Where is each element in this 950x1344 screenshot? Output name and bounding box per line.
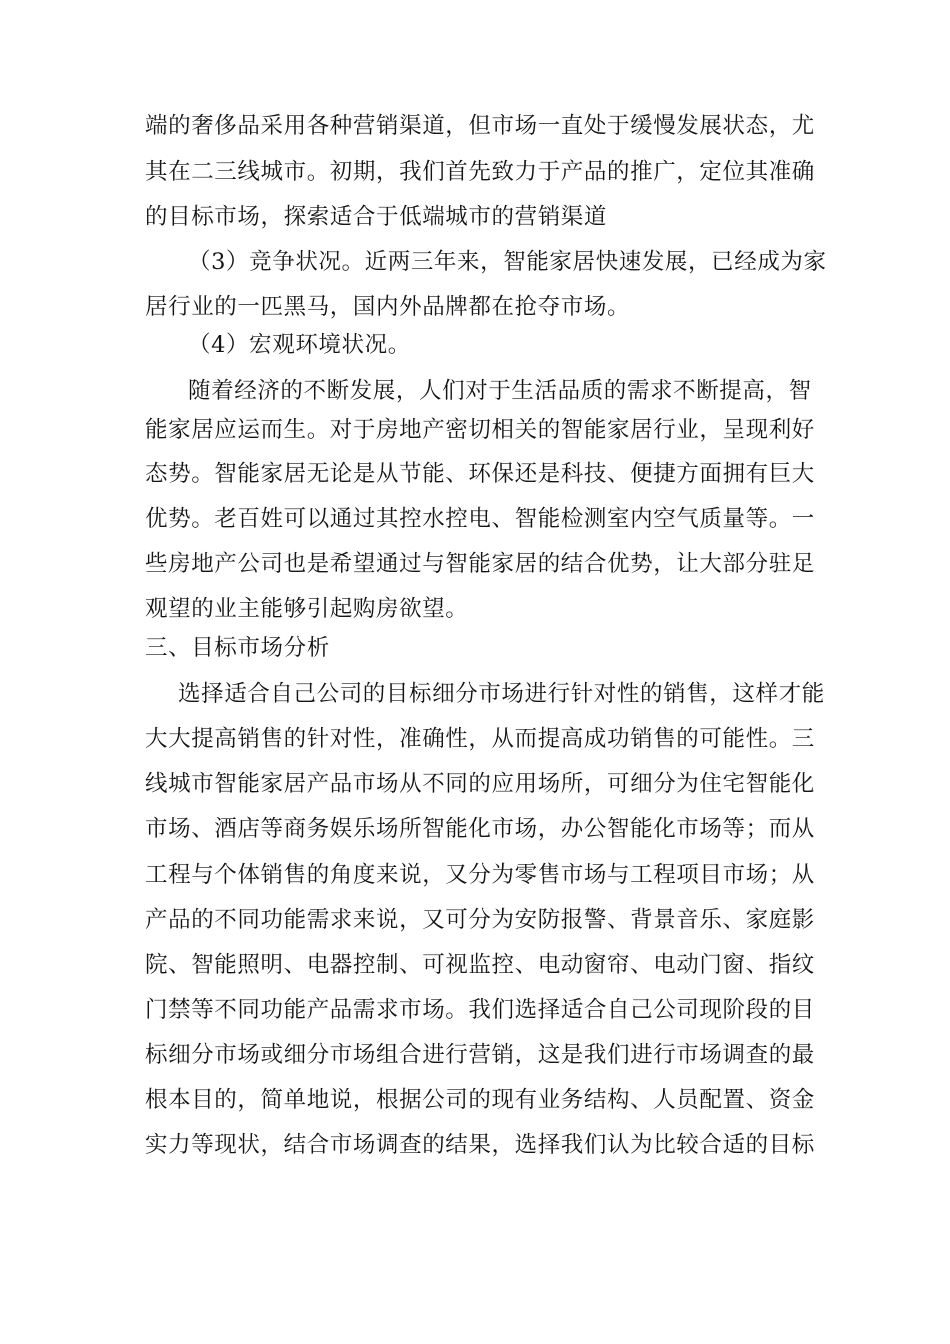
text-line: 大大提高销售的针对性，准确性，从而提高成功销售的可能性。三 <box>145 726 815 752</box>
text-line: 优势。老百姓可以通过其控水控电、智能检测室内空气质量等。一 <box>145 506 815 532</box>
text-line: 根本目的，简单地说，根据公司的现有业务结构、人员配置、资金 <box>145 1087 815 1113</box>
text-line: 选择适合自己公司的目标细分市场进行针对性的销售，这样才能 <box>178 681 825 707</box>
text-line: 产品的不同功能需求来说，又可分为安防报警、背景音乐、家庭影 <box>145 907 815 933</box>
text-line: 观望的业主能够引起购房欲望。 <box>145 596 469 622</box>
text-line: 态势。智能家居无论是从节能、环保还是科技、便捷方面拥有巨大 <box>145 461 815 487</box>
text-line: 院、智能照明、电器控制、可视监控、电动窗帘、电动门窗、指纹 <box>145 952 815 978</box>
text-line: 门禁等不同功能产品需求市场。我们选择适合自己公司现阶段的目 <box>145 997 815 1023</box>
text-line: 的目标市场，探索适合于低端城市的营销渠道 <box>145 204 608 230</box>
text-line: 线城市智能家居产品市场从不同的应用场所，可细分为住宅智能化 <box>145 771 815 797</box>
text-line: （4）宏观环境状况。 <box>188 332 411 358</box>
text-line: 标细分市场或细分市场组合进行营销，这是我们进行市场调查的最 <box>145 1042 815 1068</box>
text-line: 实力等现状，结合市场调查的结果，选择我们认为比较合适的目标 <box>145 1132 815 1158</box>
text-line: 些房地产公司也是希望通过与智能家居的结合优势，让大部分驻足 <box>145 551 815 577</box>
text-line: 工程与个体销售的角度来说，又分为零售市场与工程项目市场；从 <box>145 862 815 888</box>
text-line: 其在二三线城市。初期，我们首先致力于产品的推广，定位其准确 <box>145 159 815 185</box>
section-heading: 三、目标市场分析 <box>145 635 330 661</box>
text-line: （3）竞争状况。近两三年来，智能家居快速发展，已经成为家 <box>188 249 827 275</box>
text-line: 居行业的一匹黑马，国内外品牌都在抢夺市场。 <box>145 294 631 320</box>
text-line: 市场、酒店等商务娱乐场所智能化市场，办公智能化市场等；而从 <box>145 816 815 842</box>
text-line: 能家居应运而生。对于房地产密切相关的智能家居行业，呈现利好 <box>145 417 815 443</box>
text-line: 随着经济的不断发展，人们对于生活品质的需求不断提高，智 <box>188 378 812 404</box>
text-line: 端的奢侈品采用各种营销渠道，但市场一直处于缓慢发展状态，尤 <box>145 113 815 139</box>
